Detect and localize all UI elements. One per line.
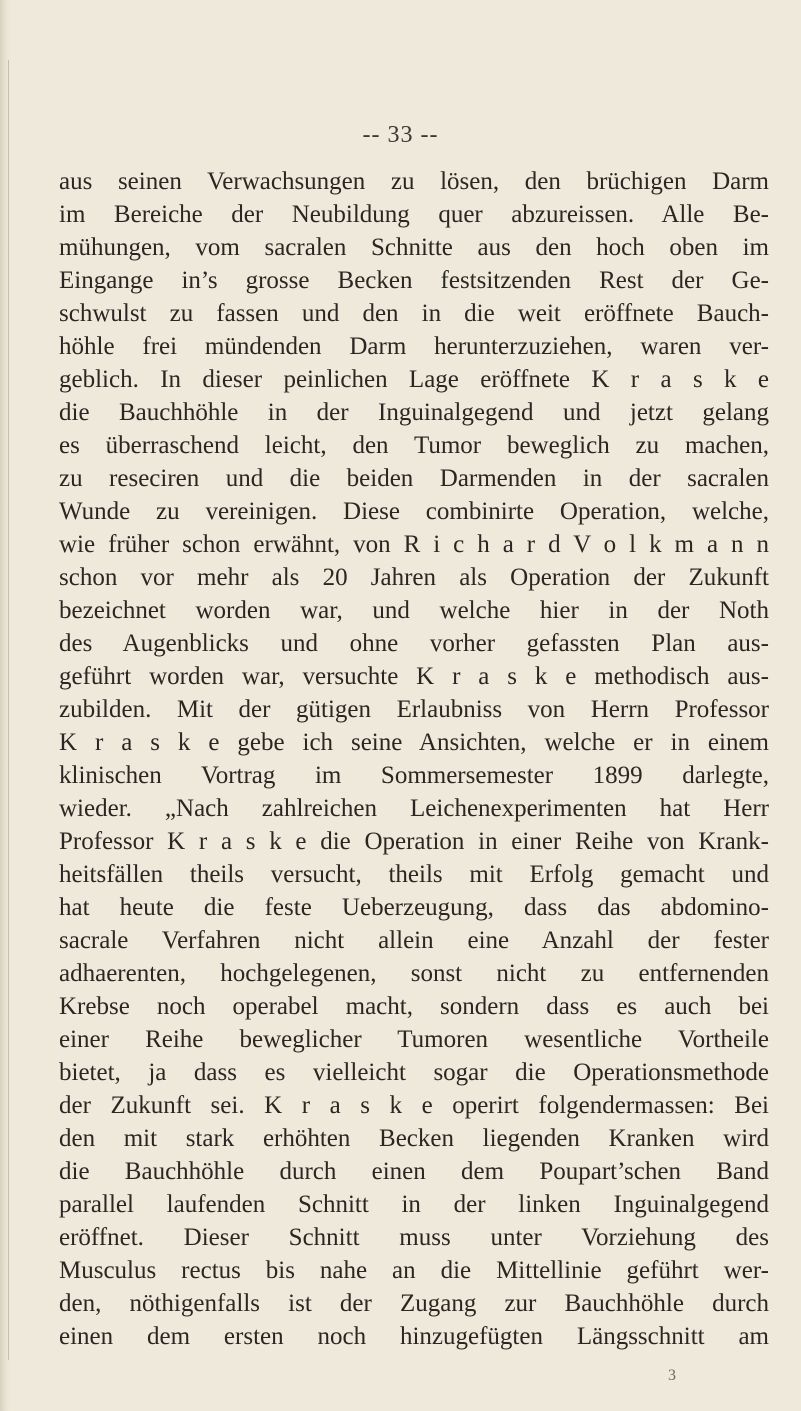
text-line: den, nöthigenfalls ist der Zugang zur Bauchhöhle durch	[59, 1290, 769, 1317]
text-line: Wunde zu vereinigen. Diese combinirte Operation, welche,	[59, 498, 769, 525]
text-line: bezeichnet worden war, und welche hier in der Noth	[59, 597, 769, 624]
text-line: höhle frei mündenden Darm herunterzuziehen, waren ver-	[59, 333, 769, 360]
text-line: es überraschend leicht, den Tumor beweglich zu machen,	[59, 432, 769, 459]
text-line: zu reseciren und die beiden Darmenden in der sacralen	[59, 465, 769, 492]
text-line: hat heute die feste Ueberzeugung, dass das abdomino-	[59, 894, 769, 921]
text-line: den mit stark erhöhten Becken liegenden Kranken wird	[59, 1125, 769, 1152]
text-line: des Augenblicks und ohne vorher gefassten Plan aus-	[59, 630, 769, 657]
text-line: eröffnet. Dieser Schnitt muss unter Vorziehung des	[59, 1224, 769, 1251]
text-line: einer Reihe beweglicher Tumoren wesentliche Vortheile	[59, 1026, 769, 1053]
text-line: sacrale Verfahren nicht allein eine Anzahl der fester	[59, 927, 769, 954]
text-line: zubilden. Mit der gütigen Erlaubniss von Herrn Professor	[59, 696, 769, 723]
text-line: wie früher schon erwähnt, von R i c h a r d V o l k m a n n	[59, 531, 769, 558]
page-number: -- 33 --	[362, 122, 439, 148]
text-line: mühungen, vom sacralen Schnitte aus den hoch oben im	[59, 234, 769, 261]
text-line: geführt worden war, versuchte K r a s k e methodisch aus-	[59, 663, 769, 690]
text-line: aus seinen Verwachsungen zu lösen, den brüchigen Darm	[59, 168, 769, 195]
text-line: adhaerenten, hochgelegenen, sonst nicht zu entfernenden	[59, 960, 769, 987]
text-line: im Bereiche der Neubildung quer abzureissen. Alle Be-	[59, 201, 769, 228]
text-line: K r a s k e gebe ich seine Ansichten, welche er in einem	[59, 729, 769, 756]
body-text	[59, 165, 769, 1353]
text-line: parallel laufenden Schnitt in der linken Inguinalgegend	[59, 1191, 769, 1218]
text-line: schon vor mehr als 20 Jahren als Operation der Zukunft	[59, 564, 769, 591]
text-line: die Bauchhöhle durch einen dem Poupart’schen Band	[59, 1158, 769, 1185]
text-line: wieder. „Nach zahlreichen Leichenexperimenten hat Herr	[59, 795, 769, 822]
page-binding-line	[8, 60, 9, 1360]
text-line: einen dem ersten noch hinzugefügten Längsschnitt am	[59, 1323, 769, 1350]
text-line: der Zukunft sei. K r a s k e operirt folgendermassen: Bei	[59, 1092, 769, 1119]
text-line: schwulst zu fassen und den in die weit eröffnete Bauch-	[59, 300, 769, 327]
text-line: Musculus rectus bis nahe an die Mittellinie geführt wer-	[59, 1257, 769, 1284]
text-line: Eingange in’s grosse Becken festsitzenden Rest der Ge-	[59, 267, 769, 294]
text-line: klinischen Vortrag im Sommersemester 1899 darlegte,	[59, 762, 769, 789]
text-line: Professor K r a s k e die Operation in einer Reihe von Krank-	[59, 828, 769, 855]
text-line: Krebse noch operabel macht, sondern dass es auch bei	[59, 993, 769, 1020]
signature-mark: 3	[668, 1367, 676, 1384]
text-line: die Bauchhöhle in der Inguinalgegend und jetzt gelang	[59, 399, 769, 426]
text-line: bietet, ja dass es vielleicht sogar die Operationsmethode	[59, 1059, 769, 1086]
text-line: geblich. In dieser peinlichen Lage eröffnete K r a s k e	[59, 366, 769, 393]
text-line: heitsfällen theils versucht, theils mit Erfolg gemacht und	[59, 861, 769, 888]
